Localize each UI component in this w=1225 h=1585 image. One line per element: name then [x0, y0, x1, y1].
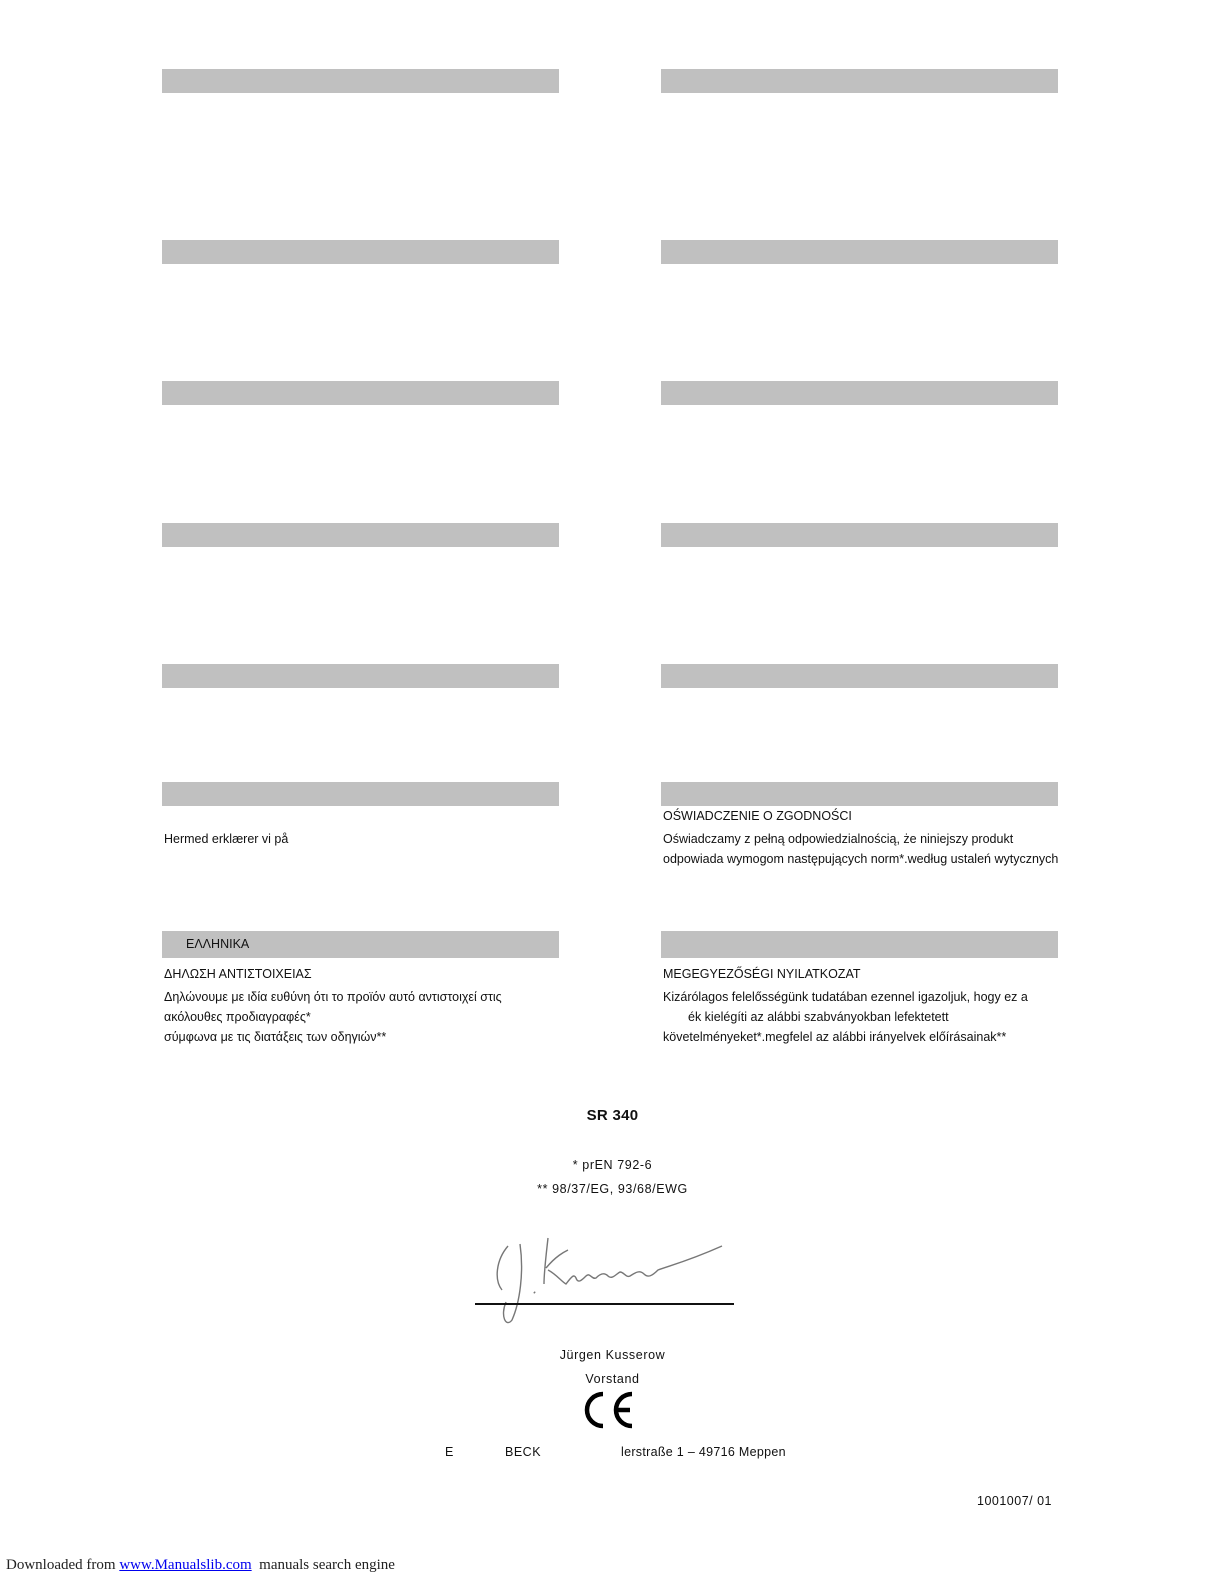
- greek-line-1: Δηλώνουμε με ιδία ευθύνη ότι το προϊόν αυτό αντιστοιχεί στις: [164, 990, 502, 1004]
- hungarian-heading: MEGEGYEZŐSÉGI NYILATKOZAT: [663, 967, 861, 981]
- directives-line: ** 98/37/EG, 93/68/EWG: [537, 1182, 688, 1196]
- danish-intro: Hermed erklærer vi på: [164, 832, 289, 846]
- section-bar: [661, 523, 1058, 547]
- section-bar-danish: [162, 782, 559, 806]
- signature-line: [475, 1303, 734, 1305]
- footer-suffix: manuals search engine: [251, 1557, 395, 1573]
- hungarian-line-1: Kizárólagos felelősségünk tudatában ezennel igazoljuk, hogy ez a: [663, 990, 1028, 1004]
- footer-prefix: Downloaded from: [6, 1557, 120, 1573]
- section-bar: [162, 664, 559, 688]
- product-model: SR 340: [586, 1107, 639, 1124]
- greek-line-2: ακόλουθες προδιαγραφές*: [164, 1010, 311, 1024]
- greek-heading: ΔΗΛΩΣΗ ΑΝΤΙΣΤΟΙΧΕΙΑΣ: [164, 967, 312, 981]
- section-bar: [661, 664, 1058, 688]
- ce-mark-icon: [576, 1390, 636, 1430]
- signature-image: [490, 1232, 730, 1332]
- hungarian-line-3: követelményeket*.megfelel az alábbi irányelvek előírásainak**: [663, 1030, 1007, 1044]
- manualslib-link[interactable]: www.Manualslib.com: [119, 1557, 252, 1573]
- address-part-2: BECK: [505, 1445, 542, 1459]
- hungarian-line-2: ék kielégíti az alábbi szabványokban lefektetett: [688, 1010, 949, 1024]
- section-bar: [162, 381, 559, 405]
- section-bar: [661, 381, 1058, 405]
- address-part-3: lerstraße 1 – 49716 Meppen: [621, 1445, 786, 1459]
- section-bar: [661, 240, 1058, 264]
- greek-bar-label: ΕΛΛΗΝΙΚΑ: [186, 937, 250, 951]
- signatory-name: Jürgen Kusserow: [559, 1348, 666, 1362]
- address-part-1: E: [445, 1445, 454, 1459]
- section-bar: [162, 69, 559, 93]
- polish-heading: OŚWIADCZENIE O ZGODNOŚCI: [663, 809, 852, 823]
- signatory-title: Vorstand: [585, 1372, 640, 1386]
- download-footer: [6, 1557, 395, 1574]
- section-bar-hungarian: [661, 931, 1058, 958]
- greek-line-3: σύμφωνα με τις διατάξεις των οδηγιών**: [164, 1030, 387, 1044]
- section-bar: [661, 69, 1058, 93]
- standards-line: * prEN 792-6: [572, 1158, 653, 1172]
- section-bar: [162, 240, 559, 264]
- section-bar-polish: [661, 782, 1058, 806]
- document-number: 1001007/ 01: [977, 1494, 1053, 1508]
- polish-line-1: Oświadczamy z pełną odpowiedzialnością, że niniejszy produkt: [663, 832, 1014, 846]
- polish-line-2: odpowiada wymogom następujących norm*.według ustaleń wytycznych: [663, 852, 1059, 866]
- section-bar: [162, 523, 559, 547]
- section-bar-greek: [162, 931, 559, 958]
